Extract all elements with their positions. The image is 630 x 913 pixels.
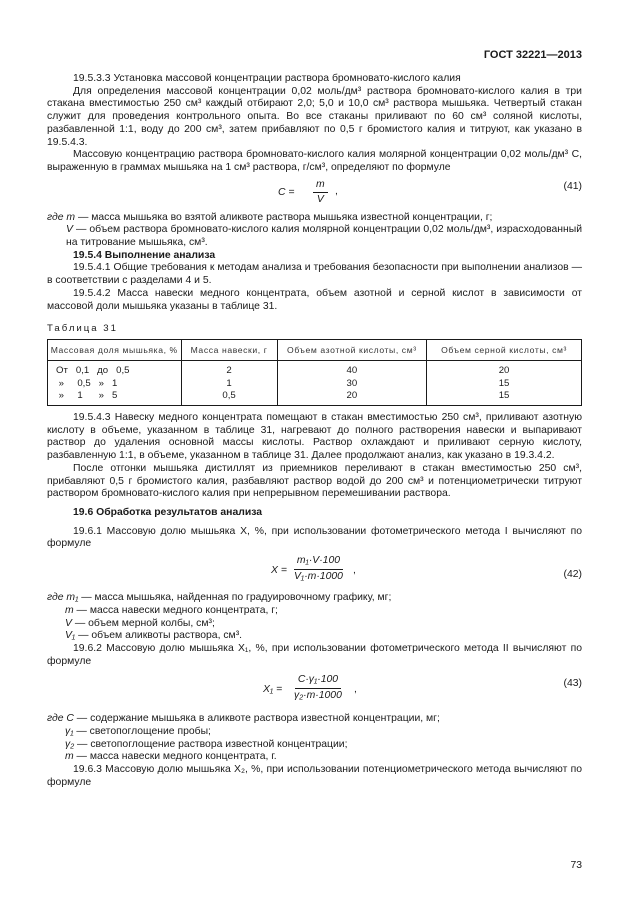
table-cell: 0,5 (181, 390, 277, 405)
paragraph: Массовую концентрацию раствора бромновато-кислого калия молярной концентрации 0,02 моль/дм³ C, выраженную в граммах мышьяка на 1 см³ раствора, г/см³, определяют по формуле (47, 149, 582, 173)
formula-fraction (313, 179, 328, 207)
formula-41 (47, 179, 582, 209)
table-cell: 40 (277, 360, 427, 377)
table-cell: 20 (277, 390, 427, 405)
paragraph: Для определения массовой концентрации 0,02 моль/дм³ раствора бромновато-кислого калия в три стакана вместимостью 250 см³ каждый отбирают 2,0; 5,0 и 10,0 см³ раствора мышьяка. Четвертый стакан служит для проведения контрольного опыта. Во все стаканы приливают по 60 см³ соляной кислоты, разбавленной 1:1, воду до 200 см³, затем прибавляют по 0,5 г бромистого калия и титруют, как указано в 19.5.4.3. (47, 85, 582, 148)
definition-item: где m — масса мышьяка во взятой аликвоте раствора мышьяка известной концентрации, г; (47, 211, 493, 223)
section-19-5-3-3-title: 19.5.3.3 Установка массовой концентрации раствора бромновато-кислого калия (73, 73, 461, 84)
formula-42 (47, 555, 582, 589)
table-cell: 15 (427, 390, 582, 405)
formula-number: (43) (563, 678, 582, 690)
definition-item: γ₂ — светопоглощение раствора известной концентрации; (65, 738, 348, 750)
formula-numerator: m (313, 179, 328, 194)
table-row (48, 360, 582, 377)
definitions-42 (47, 592, 582, 643)
definition-item: γ₁ — светопоглощение пробы; (65, 726, 211, 738)
table-cell: 2 (181, 360, 277, 377)
page-number: 73 (570, 860, 582, 871)
paragraph: 19.5.4.1 Общие требования к методам анализа и требования безопасности при выполнении анализов — в соответствии с разделами 4 и 5. (47, 262, 582, 287)
table-cell: 20 (427, 360, 582, 377)
formula-tail: , (353, 565, 356, 577)
table-header: Массовая доля мышьяка, % (48, 339, 182, 360)
definition-item: где m₁ — масса мышьяка, найденная по градуировочному графику, мг; (47, 592, 392, 604)
definitions-41 (47, 212, 582, 250)
table-cell: 1 (181, 378, 277, 391)
table-cell: От 0,1 до 0,5 (48, 360, 182, 377)
table-header: Объем серной кислоты, см³ (427, 339, 582, 360)
table-cell: » 0,5 » 1 (48, 378, 182, 391)
table-31 (47, 339, 582, 406)
formula-lhs: C = (278, 186, 295, 198)
definition-item: где C — содержание мышьяка в аликвоте раствора известной концентрации, мг; (47, 713, 440, 725)
paragraph: 19.5.4.2 Масса навески медного концентрата, объем азотной и серной кислот в зависимости от массовой доли мышьяка указаны в таблице 31. (47, 287, 582, 312)
paragraph: После отгонки мышьяка дистиллят из приемников переливают в стакан вместимостью 250 см³, прибавляют 0,5 г бромистого калия, разбавляют раствор водой до 200 см³ и потенциометрически титруют раствором бромновато-кислого калия при непрерывном перемешивании раствора. (47, 462, 582, 500)
definition-item: m — масса навески медного концентрата, г; (65, 604, 278, 616)
formula-number: (41) (563, 180, 582, 192)
paragraph: 19.6.2 Массовую долю мышьяка X₁, %, при использовании фотометрического метода II вычисляют по формуле (47, 642, 582, 667)
formula-tail: , (335, 185, 338, 197)
definitions-43 (47, 713, 582, 764)
formula-number: (42) (563, 569, 582, 581)
document-header: ГОСТ 32221—2013 (483, 49, 582, 61)
formula-fraction (291, 555, 346, 583)
section-19-6-title: 19.6 Обработка результатов анализа (73, 506, 263, 518)
table-cell: 30 (277, 378, 427, 391)
formula-lhs: X = (271, 565, 287, 577)
formula-lhs: X₁ = (263, 684, 283, 696)
definition-item: V — объем мерной колбы, см³; (65, 617, 215, 629)
formula-fraction (291, 674, 345, 702)
table-cell: » 1 » 5 (48, 390, 182, 405)
paragraph: 19.6.3 Массовую долю мышьяка X₂, %, при использовании потенциометрического метода вычисляют по формуле (47, 764, 582, 788)
section-19-5-4-title: 19.5.4 Выполнение анализа (73, 249, 216, 261)
paragraph: 19.5.4.3 Навеску медного концентрата помещают в стакан вместимостью 250 см³, приливают азотную кислоту в объеме, указанном в таблице 31, нагревают до полного растворения навески и выпаривают раствор до удаления основной массы кислоты. Раствор охлаждают и приливают серную кислоту, разбавленную 1:1, в объеме, указанном в таблице 31. Далее продолжают анализ, как указано в 19.3.4.2. (47, 412, 582, 462)
formula-denominator: V (316, 194, 324, 206)
formula-numerator: m₁·V·100 (294, 555, 343, 570)
formula-denominator: γ₂·m·1000 (294, 690, 342, 702)
table-header: Объем азотной кислоты, см³ (277, 339, 427, 360)
definition-item: V — объем раствора бромновато-кислого калия молярной концентрации 0,02 моль/дм³, израсходованный на титрование мышьяка, см³. (66, 224, 582, 249)
table-cell: 15 (427, 378, 582, 391)
definition-item: V₁ — объем аликвоты раствора, см³. (65, 630, 243, 642)
table-caption: Таблица 31 (47, 323, 118, 335)
formula-numerator: C·γ₁·100 (295, 674, 341, 689)
table-row (48, 390, 582, 405)
paragraph: 19.6.1 Массовую долю мышьяка X, %, при использовании фотометрического метода I вычисляют по формуле (47, 525, 582, 550)
table-header: Масса навески, г (181, 339, 277, 360)
table-row (48, 378, 582, 391)
formula-tail: , (354, 684, 357, 696)
definition-item: m — масса навески медного концентрата, г. (65, 751, 277, 763)
formula-43 (47, 674, 582, 710)
page-body (47, 73, 582, 790)
formula-denominator: V₁·m·1000 (294, 570, 343, 582)
